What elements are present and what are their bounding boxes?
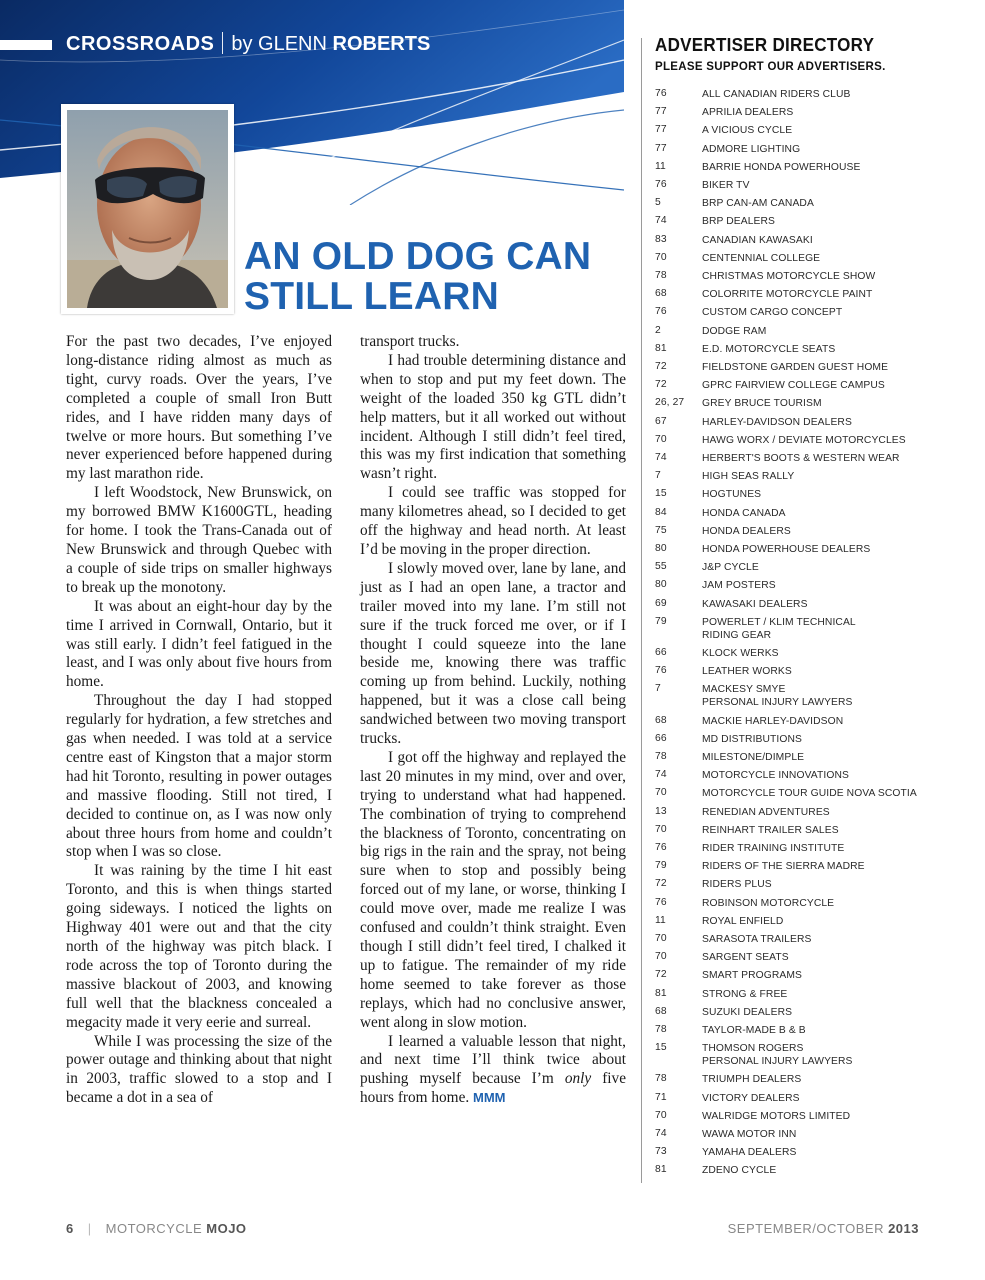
directory-advertiser-name [702, 215, 955, 228]
directory-page-number: 76 [655, 665, 667, 677]
directory-page-number: 77 [655, 142, 667, 154]
directory-entry [655, 325, 955, 338]
advertiser-name-line: DODGE RAM [702, 325, 767, 337]
directory-page-number: 66 [655, 647, 667, 658]
directory-entry [655, 878, 955, 891]
directory-page-number: 77 [655, 124, 667, 136]
directory-entry [655, 1110, 955, 1123]
advertiser-name-line: MOTORCYCLE TOUR GUIDE NOVA SCOTIA [702, 788, 917, 800]
directory-entry [655, 579, 955, 592]
advertiser-name-line: KLOCK WERKS [702, 648, 779, 659]
directory-advertiser-name [702, 915, 955, 928]
advertiser-name-line: BRP CAN-AM CANADA [702, 198, 814, 210]
advertiser-name-line: MACKESY SMYE [702, 684, 786, 696]
advertiser-name-line: APRILIA DEALERS [702, 107, 794, 119]
directory-entry [655, 665, 955, 678]
directory-entry [655, 933, 955, 946]
advertiser-name-line: HAWG WORX / DEVIATE MOTORCYCLES [702, 434, 906, 446]
directory-page-number: 78 [655, 270, 667, 281]
directory-page-number: 26, 27 [655, 397, 685, 409]
advertiser-name-line: SMART PROGRAMS [702, 970, 802, 982]
directory-page-number: 70 [655, 433, 667, 445]
directory-advertiser-name [702, 824, 955, 837]
directory-entry [655, 470, 955, 483]
directory-entry [655, 179, 955, 192]
directory-entry [655, 543, 955, 556]
directory-entry [655, 751, 955, 764]
directory-advertiser-name [702, 1128, 955, 1141]
directory-advertiser-name [702, 1110, 955, 1123]
advertiser-name-line: RIDING GEAR [702, 629, 772, 641]
directory-advertiser-name [702, 161, 955, 174]
directory-page-number: 55 [655, 561, 667, 573]
directory-advertiser-name [702, 525, 955, 538]
paragraph: I left Woodstock, New Brunswick, on my borrowed BMW K1600GTL, heading for home. I took the Trans-Canada out of New Brunswick and through Quebec with a couple of side trips on smaller highways to break up the monotony. [66, 484, 332, 596]
directory-page-number: 70 [655, 951, 667, 963]
directory-page-number: 78 [655, 751, 667, 762]
directory-advertiser-name [702, 598, 955, 611]
directory-entry [655, 270, 955, 283]
directory-advertiser-name [702, 1164, 955, 1177]
advertiser-name-line: BARRIE HONDA POWERHOUSE [702, 161, 861, 173]
advertiser-name-line: RIDER TRAINING INSTITUTE [702, 843, 845, 854]
directory-entry [655, 343, 955, 356]
directory-entry [655, 988, 955, 1001]
advertiser-name-line: HONDA DEALERS [702, 525, 791, 537]
directory-page-number: 72 [655, 379, 667, 391]
directory-advertiser-name [702, 988, 955, 1001]
directory-entry [655, 197, 955, 210]
directory-entry [655, 598, 955, 611]
directory-entry [655, 1006, 955, 1019]
directory-advertiser-name [702, 452, 955, 465]
directory-advertiser-name [702, 1146, 955, 1159]
advertiser-name-line: MILESTONE/DIMPLE [702, 752, 805, 763]
directory-page-number: 83 [655, 233, 667, 245]
directory-page-number: 70 [655, 823, 667, 835]
directory-advertiser-name [702, 787, 955, 800]
directory-page-number: 7 [655, 683, 661, 695]
directory-entry [655, 1164, 955, 1177]
directory-entry [655, 143, 955, 156]
directory-page-number: 68 [655, 714, 667, 726]
advertiser-name-line: HERBERT'S BOOTS & WESTERN WEAR [702, 453, 900, 464]
advertiser-name-line: BRP DEALERS [702, 216, 776, 228]
directory-advertiser-name [702, 842, 955, 855]
paragraph: Throughout the day I had stopped regularly for hydration, a few stretches and gas when needed. I was told at a service centre east of Kingston that a major storm had hit Toronto, resulting in power outages and massive flooding. Still not tired, I decided to continue on, as I was now only about three hours from home and couldn’t stop when I was so close. [66, 692, 332, 861]
directory-page-number: 70 [655, 787, 667, 799]
column-divider [641, 38, 642, 1183]
directory-page-number: 66 [655, 732, 667, 744]
directory-advertiser-name [702, 1006, 955, 1019]
advertiser-name-line: J&P CYCLE [702, 562, 759, 574]
directory-entry [655, 1092, 955, 1105]
magazine-name-prefix: MOTORCYCLE [105, 1221, 203, 1236]
directory-entry [655, 733, 955, 746]
advertiser-name-line: PERSONAL INJURY LAWYERS [702, 697, 853, 709]
advertiser-name-line: SARASOTA TRAILERS [702, 934, 812, 945]
directory-page-number: 74 [655, 1128, 667, 1139]
advertiser-name-line: CUSTOM CARGO CONCEPT [702, 307, 843, 319]
directory-advertiser-name [702, 561, 955, 574]
paragraph: It was about an eight-hour day by the time I arrived in Cornwall, Ontario, but it was still early. I didn’t feel fatigued in the least, and I was only about five hours from home. [66, 597, 332, 691]
advertiser-name-line: RENEDIAN ADVENTURES [702, 806, 830, 818]
directory-entry [655, 379, 955, 392]
directory-advertiser-name [702, 951, 955, 964]
directory-entry [655, 1024, 955, 1037]
directory-page-number: 72 [655, 878, 667, 890]
directory-entry [655, 488, 955, 501]
directory-page-number: 68 [655, 288, 667, 300]
directory-page-number: 78 [655, 1024, 667, 1035]
directory-advertiser-name [702, 488, 955, 501]
directory-page-number: 76 [655, 179, 667, 190]
paragraph: It was raining by the time I hit east Toronto, and this is when things started going sideways. I noticed the lights on Highway 401 were out and that the city north of the highway was pitch black. I rode across the top of Toronto during the massive blackout of 2003, and knowing full well that the blackness concealed a megacity made it very eerie and surreal. [66, 862, 332, 1031]
directory-entry [655, 824, 955, 837]
directory-entry [655, 452, 955, 465]
directory-advertiser-name [702, 397, 955, 410]
directory-page-number: 80 [655, 543, 667, 554]
directory-advertiser-name [702, 106, 955, 119]
directory-entry [655, 434, 955, 447]
advertiser-name-line: ALL CANADIAN RIDERS CLUB [702, 89, 851, 100]
directory-page-number: 76 [655, 306, 667, 318]
advertiser-name-line: TRIUMPH DEALERS [702, 1074, 802, 1086]
advertiser-name-line: HIGH SEAS RALLY [702, 471, 795, 483]
footer-divider: | [87, 1221, 92, 1236]
directory-advertiser-name [702, 252, 955, 265]
paragraph: While I was processing the size of the power outage and thinking about that night in 2003, traffic slowed to a stop and I became a dot in a sea of [66, 1032, 332, 1107]
directory-page-number: 72 [655, 969, 667, 981]
directory-entry [655, 106, 955, 119]
directory-entry [655, 361, 955, 374]
directory-page-number: 69 [655, 597, 667, 609]
article-column-2 [360, 333, 626, 1108]
directory-entry [655, 1073, 955, 1086]
advertiser-name-line: CANADIAN KAWASAKI [702, 234, 813, 246]
advertiser-name-line: A VICIOUS CYCLE [702, 125, 793, 137]
directory-advertiser-name [702, 1073, 955, 1086]
emphasis: only [564, 1070, 592, 1088]
directory-page-number: 79 [655, 860, 667, 872]
directory-page-number: 5 [655, 197, 661, 209]
headline-line-2: STILL LEARN [244, 275, 499, 318]
directory-subtitle: PLEASE SUPPORT OUR ADVERTISERS. [655, 61, 886, 73]
article-column-1 [66, 333, 332, 1108]
directory-page-number: 72 [655, 361, 667, 372]
directory-entry [655, 507, 955, 520]
advertiser-name-line: YAMAHA DEALERS [702, 1147, 797, 1159]
directory-advertiser-name [702, 543, 955, 556]
directory-entry [655, 806, 955, 819]
section-header [66, 32, 430, 56]
directory-entry [655, 915, 955, 928]
advertiser-name-line: COLORRITE MOTORCYCLE PAINT [702, 289, 873, 301]
closing-text-b: five hours from home. [360, 1070, 626, 1107]
directory-page-number: 78 [655, 1073, 667, 1085]
directory-advertiser-name [702, 325, 955, 338]
directory-entry [655, 860, 955, 873]
directory-entry [655, 787, 955, 800]
directory-advertiser-name [702, 969, 955, 982]
issue-date: SEPTEMBER/OCTOBER [727, 1221, 884, 1236]
directory-page-number: 15 [655, 1042, 667, 1054]
paragraph: I got off the highway and replayed the last 20 minutes in my mind, over and over, trying to understand what had happened. The combination of trying to comprehend the blackness of Toronto, concentrating on big rigs in the rain and the spray, not being sure when to stop and possibly being forced out of my lane, or worse, thinking I could move over, made me realize I was confused and couldn’t think straight. Even though I still didn’t feel tired, I chalked it up to fatigue. The remainder of my ride home seemed to take forever as those replays, which had no conclusive answer, went along in slow motion. [360, 748, 626, 1031]
directory-page-number: 76 [655, 896, 667, 908]
directory-advertiser-name [702, 665, 955, 678]
directory-entry [655, 969, 955, 982]
directory-title: ADVERTISER DIRECTORY [655, 34, 875, 55]
advertiser-name-line: VICTORY DEALERS [702, 1092, 800, 1104]
directory-advertiser-name [702, 270, 955, 283]
directory-advertiser-name [702, 88, 955, 101]
advertiser-name-line: CHRISTMAS MOTORCYCLE SHOW [702, 271, 876, 282]
directory-page-number: 11 [655, 160, 666, 172]
directory-advertiser-name [702, 197, 955, 210]
advertiser-name-line: THOMSON ROGERS [702, 1043, 804, 1055]
directory-entry [655, 215, 955, 228]
directory-advertiser-name [702, 878, 955, 891]
advertiser-name-line: TAYLOR-MADE B & B [702, 1025, 806, 1036]
directory-advertiser-name [702, 579, 955, 592]
directory-advertiser-name [702, 343, 955, 356]
advertiser-name-line: SUZUKI DEALERS [702, 1006, 793, 1018]
directory-advertiser-name [702, 806, 955, 819]
directory-entry [655, 842, 955, 855]
directory-advertiser-name [702, 1042, 955, 1068]
directory-advertiser-name [702, 715, 955, 728]
author-photo [61, 104, 234, 314]
directory-page-number: 73 [655, 1146, 667, 1158]
advertiser-name-line: ZDENO CYCLE [702, 1165, 777, 1177]
directory-page-number: 68 [655, 1005, 667, 1017]
directory-entry [655, 288, 955, 301]
directory-page-number: 75 [655, 524, 667, 536]
author-surname: ROBERTS [332, 33, 431, 55]
directory-entry [655, 252, 955, 265]
directory-entry [655, 1042, 955, 1068]
directory-advertiser-name [702, 860, 955, 873]
directory-advertiser-name [702, 507, 955, 520]
directory-advertiser-name [702, 306, 955, 319]
advertiser-name-line: GREY BRUCE TOURISM [702, 398, 822, 410]
advertiser-name-line: MOTORCYCLE INNOVATIONS [702, 770, 849, 782]
directory-entry [655, 951, 955, 964]
paragraph: I could see traffic was stopped for many kilometres ahead, so I decided to get off the highway and head north. At least I’d be moving in the proper direction. [360, 484, 626, 558]
advertiser-name-line: STRONG & FREE [702, 988, 788, 1000]
directory-entry [655, 124, 955, 137]
directory-page-number: 79 [655, 615, 667, 627]
advertiser-name-line: WAWA MOTOR INN [702, 1129, 797, 1140]
advertiser-name-line: HONDA POWERHOUSE DEALERS [702, 544, 871, 555]
directory-page-number: 76 [655, 842, 667, 853]
directory-entry [655, 525, 955, 538]
footer-right [728, 1221, 919, 1236]
advertiser-name-line: WALRIDGE MOTORS LIMITED [702, 1110, 851, 1122]
directory-entry [655, 616, 955, 642]
advertiser-name-line: KAWASAKI DEALERS [702, 598, 808, 610]
advertiser-name-line: LEATHER WORKS [702, 666, 792, 678]
directory-page-number: 80 [655, 579, 667, 591]
page-number: 6 [66, 1221, 74, 1236]
directory-page-number: 84 [655, 506, 667, 518]
directory-advertiser-name [702, 416, 955, 429]
directory-advertiser-name [702, 288, 955, 301]
directory-advertiser-name [702, 434, 955, 447]
paragraph: I slowly moved over, lane by lane, and just as I had an open lane, a tractor and trailer moved into my lane. I’m still not sure if the truck forced me over, or if I thought I could squeeze into the lane beside me, knowing there was traffic coming up from behind. Luckily, nothing happened, but it was a close call being sandwiched between two moving transport trucks. [360, 559, 626, 748]
closing-paragraph [360, 1033, 626, 1109]
directory-page-number: 70 [655, 251, 667, 263]
closing-text-a: I learned a valuable lesson that night, and next time I’ll think twice about pushing myself because I’m [360, 1032, 626, 1088]
directory-page-number: 76 [655, 88, 667, 99]
footer-left [66, 1221, 247, 1236]
advertiser-name-line: HARLEY-DAVIDSON DEALERS [702, 416, 852, 428]
directory-page-number: 70 [655, 933, 667, 944]
directory-entry [655, 88, 955, 101]
end-mark: MMM [473, 1090, 506, 1106]
directory-advertiser-name [702, 933, 955, 946]
advertiser-name-line: FIELDSTONE GARDEN GUEST HOME [702, 362, 889, 373]
advertiser-name-line: MACKIE HARLEY-DAVIDSON [702, 715, 844, 727]
directory-advertiser-name [702, 179, 955, 192]
directory-page-number: 13 [655, 805, 667, 817]
directory-page-number: 74 [655, 215, 667, 227]
advertiser-name-line: HONDA CANADA [702, 507, 786, 519]
directory-advertiser-name [702, 1024, 955, 1037]
directory-page-number: 81 [655, 1164, 667, 1176]
article-headline [244, 237, 624, 317]
advertiser-name-line: PERSONAL INJURY LAWYERS [702, 1056, 853, 1068]
directory-entry [655, 397, 955, 410]
advertiser-name-line: HOGTUNES [702, 489, 762, 501]
directory-page-number: 2 [655, 324, 661, 336]
directory-entry [655, 683, 955, 709]
advertiser-name-line: CENTENNIAL COLLEGE [702, 252, 821, 264]
advertiser-name-line: ADMORE LIGHTING [702, 143, 801, 155]
advertiser-name-line: JAM POSTERS [702, 580, 776, 592]
directory-page-number: 15 [655, 488, 667, 500]
directory-page-number: 7 [655, 470, 661, 482]
advertiser-name-line: ROYAL ENFIELD [702, 915, 784, 927]
header-divider [222, 32, 223, 54]
advertiser-name-line: E.D. MOTORCYCLE SEATS [702, 343, 836, 355]
directory-advertiser-name [702, 124, 955, 137]
directory-advertiser-name [702, 647, 955, 660]
author-portrait [67, 110, 228, 308]
byline-prefix: by GLENN [231, 33, 327, 55]
directory-entry [655, 1128, 955, 1141]
directory-advertiser-name [702, 733, 955, 746]
advertiser-name-line: RIDERS PLUS [702, 879, 772, 891]
directory-advertiser-name [702, 470, 955, 483]
directory-entry [655, 647, 955, 660]
directory-advertiser-name [702, 616, 955, 642]
advertiser-name-line: MD DISTRIBUTIONS [702, 733, 802, 745]
advertiser-name-line: SARGENT SEATS [702, 952, 789, 964]
paragraph-continued: transport trucks. [360, 333, 460, 350]
directory-advertiser-name [702, 361, 955, 374]
directory-page-number: 74 [655, 452, 667, 463]
directory-advertiser-name [702, 379, 955, 392]
directory-advertiser-name [702, 751, 955, 764]
directory-page-number: 81 [655, 342, 667, 354]
directory-page-number: 74 [655, 769, 667, 781]
directory-page-number: 71 [655, 1091, 667, 1103]
magazine-brand: MOJO [206, 1221, 247, 1236]
advertiser-name-line: REINHART TRAILER SALES [702, 824, 839, 836]
directory-entry [655, 715, 955, 728]
directory-entry [655, 1146, 955, 1159]
paragraph: I had trouble determining distance and when to stop and put my feet down. The weight of the loaded 350 kg GTL didn’t help matters, but it all worked out without incident. Although I still didn’t feel tired, this was my first indication that something wasn’t right. [360, 351, 626, 483]
directory-entry [655, 561, 955, 574]
byline [231, 33, 430, 55]
advertiser-directory [655, 34, 955, 1177]
directory-entry [655, 897, 955, 910]
advertiser-name-line: GPRC FAIRVIEW COLLEGE CAMPUS [702, 380, 885, 392]
directory-page-number: 11 [655, 914, 666, 926]
directory-entry [655, 416, 955, 429]
directory-page-number: 67 [655, 415, 667, 427]
paragraph: For the past two decades, I’ve enjoyed long-distance riding almost as much as tight, curvy roads. Over the years, I’ve completed a couple of small Iron Butt rides, and I have ridden many days of twelve or more hours. But something I’ve never experienced before happened during my last marathon ride. [66, 333, 332, 483]
directory-page-number: 81 [655, 987, 667, 999]
directory-entry [655, 769, 955, 782]
headline-line-1: AN OLD DOG CAN [244, 235, 592, 278]
advertiser-name-line: RIDERS OF THE SIERRA MADRE [702, 861, 865, 873]
directory-advertiser-name [702, 234, 955, 247]
header-accent-bar [0, 40, 52, 50]
directory-advertiser-name [702, 143, 955, 156]
directory-entry [655, 161, 955, 174]
directory-page-number: 77 [655, 106, 667, 118]
directory-advertiser-name [702, 769, 955, 782]
directory-page-number: 70 [655, 1109, 667, 1121]
directory-advertiser-name [702, 897, 955, 910]
advertiser-name-line: POWERLET / KLIM TECHNICAL [702, 616, 856, 628]
directory-advertiser-name [702, 683, 955, 709]
issue-year: 2013 [888, 1221, 919, 1236]
advertiser-name-line: BIKER TV [702, 180, 750, 191]
advertiser-name-line: ROBINSON MOTORCYCLE [702, 897, 835, 909]
directory-entry [655, 234, 955, 247]
directory-advertiser-name [702, 1092, 955, 1105]
directory-entry [655, 306, 955, 319]
section-name: CROSSROADS [66, 33, 215, 55]
